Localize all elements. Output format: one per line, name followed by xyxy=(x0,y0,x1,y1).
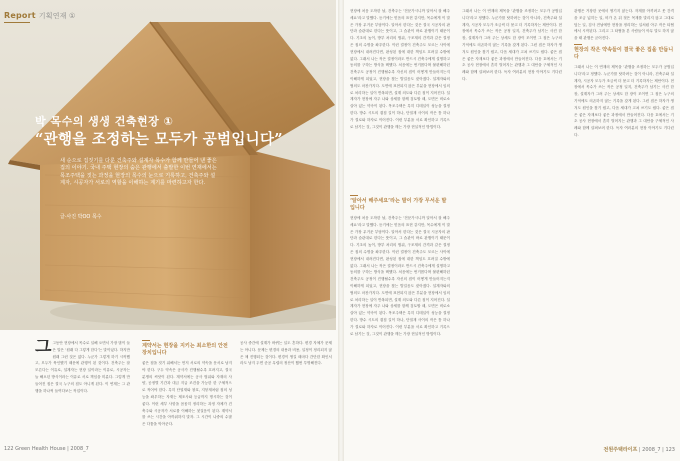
subhead-rule xyxy=(142,340,150,341)
subhead-leave-it xyxy=(350,195,450,211)
body-column-1 xyxy=(35,340,130,440)
footer-brand: 전원주택라이프 xyxy=(603,447,638,453)
body-column-5 xyxy=(350,215,450,440)
footer-right xyxy=(604,446,676,453)
body-column-3 xyxy=(240,340,332,440)
article-title: “관행을 조정하는 모두가 공범입니다” xyxy=(35,131,283,148)
section-label xyxy=(4,11,76,21)
body-text: 그래서 나는 이 연재의 제목을 ‘관행을 조정하는 모두가 공범입니다’라고 정했다. 누군가를 탓하려는 것이 아니라, 건축주와 설계자, 시공자 모두가 조금씩 더 묻고 더 기록하자는 제안이다. 현장에서 목수가 쓰는 작은 공정 일지, 건축주가 남기는 사진 한 장, 설계자가 그려 주는 상세도 한 장이 모이면 그 집은 누구의 기억에도 의존하지 않는 기록을 갖게 된다. 그런 집은 하자가 생겨도 원인을 찾기 쉽고, 다음 세대가 고쳐 쓰기도 쉽다. 좋은 집은 좋은 자재보다 좋은 과정에서 만들어진다. 다음 호에서는 기초 공사 현장에서 흔히 벌어지는 관행과 그 대안을 구체적인 사례와 함께 살펴보려 한다. 독자 여러분의 현장 이야기도 기다린다. xyxy=(574,65,674,137)
body-column-7b xyxy=(574,64,674,440)
section-rule xyxy=(4,22,30,23)
article-lede: 새 순으로 집짓기를 다룬 건축주와 설계자 목수가 함께 만들어 낸 좋은 집의 이야기. 국내 주택 현장의 숨은 관행에서 출발한 이번 연재에서는 목조주택을 짓는 과정을 현장의 목수의 눈으로 기록하고, 건축주와 설계자, 시공자가 서로의 역할을 이해하는 계기를 마련하고자 한다. xyxy=(60,158,217,187)
article-kicker: 박 목수의 생생 건축현장 ① xyxy=(35,115,174,128)
body-text: 그동안 현장에서 목수로 일해 오면서 가장 많이 들은 말은 ‘원래 다 그렇게 한다’는 말이었다. 하지만 원래 그런 것은 없다. 누군가 그렇게 하기 시작했고, 모두가 묵인했기 때문에 관행이 된 것이다. 건축주는 잘 모른다는 이유로, 설계자는 현장 일이라는 이유로, 시공자는 늘 해오던 방식이라는 이유로 서로 책임을 미룬다. 그렇게 만들어진 집은 결국 누구의 집도 아니게 된다. 이 연재는 그 관행을 하나씩 들여다보는 작업이다. xyxy=(35,341,130,393)
body-text: 현장에 처음 도착한 날, 건축주는 ‘전문가시니까 알아서 잘 해주세요’라고 말했다. 듣기에는 믿음의 표현 같지만, 목수에게 이 말은 가장 무거운 부담이다. 알아서 한다는 것은 결국 시공자의 판단과 습관대로 한다는 뜻이고, 그 습관이 바로 관행이기 때문이다. 기초의 높이, 방부 처리의 범위, 구조재의 간격과 같은 결정은 집의 수명을 좌우한다. 이런 결정이 건축주도 모르는 사이에 현장에서 내려진다면, 완성된 집에 대한 책임도 흐려질 수밖에 없다. 그래서 나는 작은 결정이라도 반드시 건축주에게 설명하고 동의를 구하는 방식을 택했다. 처음에는 번거롭다며 불편해하던 건축주도 공정이 진행될수록 자신의 집이 어떻게 만들어지는지 이해하게 되었고, 현장을 찾는 발걸음도 잦아졌다. 설계자와의 협의도 마찬가지다. 도면에 표현되지 않은 부분을 현장에서 임의로 처리하는 일이 반복되면, 설계 의도와 다른 집이 지어진다. 설계자가 현장에 자주 나와 상세를 함께 검토할 때, 도면은 비로소 살아 있는 약속이 된다. 목조주택은 특히 디테일이 성능을 결정한다. 방수 시트의 겹침 길이 하나, 단열재 사이의 작은 틈 하나가 결로와 하자로 이어진다. 이런 부분을 서로 확인하고 기록으로 남기는 것, 그것이 관행을 깨는 가장 현실적인 방법이다. xyxy=(350,216,450,336)
subhead-contract xyxy=(142,340,232,356)
page-gutter xyxy=(338,0,344,461)
section-name: Report xyxy=(4,11,36,20)
body-column-7a xyxy=(574,8,674,40)
subhead-text: ‘알아서 해주세요’라는 말이 가장 무서운 말입니다 xyxy=(350,198,447,211)
subhead-text: 계약서는 현장을 지키는 최소한의 안전장치입니다 xyxy=(142,343,228,356)
footer-left: 122 Green Health House | 2008_7 xyxy=(4,446,89,452)
subhead-small-promises xyxy=(574,44,674,60)
footer-page: | 2008_7 | 123 xyxy=(638,447,675,453)
body-column-2 xyxy=(142,360,232,440)
body-text: 그래서 나는 이 연재의 제목을 ‘관행을 조정하는 모두가 공범입니다’라고 정했다. 누군가를 탓하려는 것이 아니라, 건축주와 설계자, 시공자 모두가 조금씩 더 묻고 더 기록하자는 제안이다. 현장에서 목수가 쓰는 작은 공정 일지, 건축주가 남기는 사진 한 장, 설계자가 그려 주는 상세도 한 장이 모이면 그 집은 누구의 기억에도 의존하지 않는 기록을 갖게 된다. 그런 집은 하자가 생겨도 원인을 찾기 쉽고, 다음 세대가 고쳐 쓰기도 쉽다. 좋은 집은 좋은 자재보다 좋은 과정에서 만들어진다. 다음 호에서는 기초 공사 현장에서 흔히 벌어지는 관행과 그 대안을 구체적인 사례와 함께 살펴보려 한다. 독자 여러분의 현장 이야기도 기다린다. xyxy=(462,9,562,81)
subsection-name: 기획연재 ① xyxy=(38,12,76,20)
body-text: 관행은 거창한 곳에서 생기지 않는다. 자재를 아끼려고 못 간격을 조금 넓히는 일, 비가 온 뒤 젖은 목재를 말리지 않고 그대로 덮는 일, 검사 전날에만 현장을 정리하는 일처럼 아주 작은 타협에서 시작된다. 그리고 그 타협을 본 사람들이 아무 말도 하지 않을 때 관행은 굳어진다. xyxy=(574,9,674,40)
subhead-text: 현장의 작은 약속들이 결국 좋은 집을 만듭니다 xyxy=(574,47,674,60)
subhead-rule xyxy=(350,195,358,196)
article-byline: 글·사진 박OO 목수 xyxy=(60,214,102,220)
body-column-6 xyxy=(462,8,562,440)
body-text: 현장에 처음 도착한 날, 건축주는 ‘전문가시니까 알아서 잘 해주세요’라고 말했다. 듣기에는 믿음의 표현 같지만, 목수에게 이 말은 가장 무거운 부담이다. 알아서 한다는 것은 결국 시공자의 판단과 습관대로 한다는 뜻이고, 그 습관이 바로 관행이기 때문이다. 기초의 높이, 방부 처리의 범위, 구조재의 간격과 같은 결정은 집의 수명을 좌우한다. 이런 결정이 건축주도 모르는 사이에 현장에서 내려진다면, 완성된 집에 대한 책임도 흐려질 수밖에 없다. 그래서 나는 작은 결정이라도 반드시 건축주에게 설명하고 동의를 구하는 방식을 택했다. 처음에는 번거롭다며 불편해하던 건축주도 공정이 진행될수록 자신의 집이 어떻게 만들어지는지 이해하게 되었고, 현장을 찾는 발걸음도 잦아졌다. 설계자와의 협의도 마찬가지다. 도면에 표현되지 않은 부분을 현장에서 임의로 처리하는 일이 반복되면, 설계 의도와 다른 집이 지어진다. 설계자가 현장에 자주 나와 상세를 함께 검토할 때, 도면은 비로소 살아 있는 약속이 된다. 목조주택은 특히 디테일이 성능을 결정한다. 방수 시트의 겹침 길이 하나, 단열재 사이의 작은 틈 하나가 결로와 하자로 이어진다. 이런 부분을 서로 확인하고 기록으로 남기는 것, 그것이 관행을 깨는 가장 현실적인 방법이다. xyxy=(350,9,450,129)
body-text: 공사 중간에 설계가 바뀌는 일도 흔하다. 변경 자체가 문제는 아니다. 문제는 변경의 내용과 비용, 일정이 정리되지 않은 채 진행되는 것이다. 변경이 생길 때마다 간단한 확인서라도 남겨 두면 준공 무렵의 정산이 훨씬 투명해진다. xyxy=(240,341,332,366)
subhead-rule xyxy=(574,44,582,45)
body-column-4 xyxy=(350,8,450,188)
drop-cap: 그 xyxy=(35,340,52,357)
body-text: 좋은 집을 짓기 위해서는 먼저 서로의 약속을 문서로 남겨야 한다. 구두 약속은 공사가 진행될수록 흐려지고, 결국 분쟁의 씨앗이 된다. 계약서에는 공사 범위와 자재의 사양, 공정별 기간과 대금 지급 조건을 가능한 한 구체적으로 적어야 한다. 특히 단열재와 창호, 지붕재처럼 집의 성능을 좌우하는 자재는 제조사와 등급까지 명시하는 것이 좋다. 이런 세부 사항을 꼼꼼히 정리하는 과정 자체가 건축주와 시공자가 서로를 이해하는 첫걸음이 된다. 계약서를 쓰는 시간을 아까워하지 말자. 그 시간이 나중의 수많은 다툼을 막아준다. xyxy=(142,361,232,427)
